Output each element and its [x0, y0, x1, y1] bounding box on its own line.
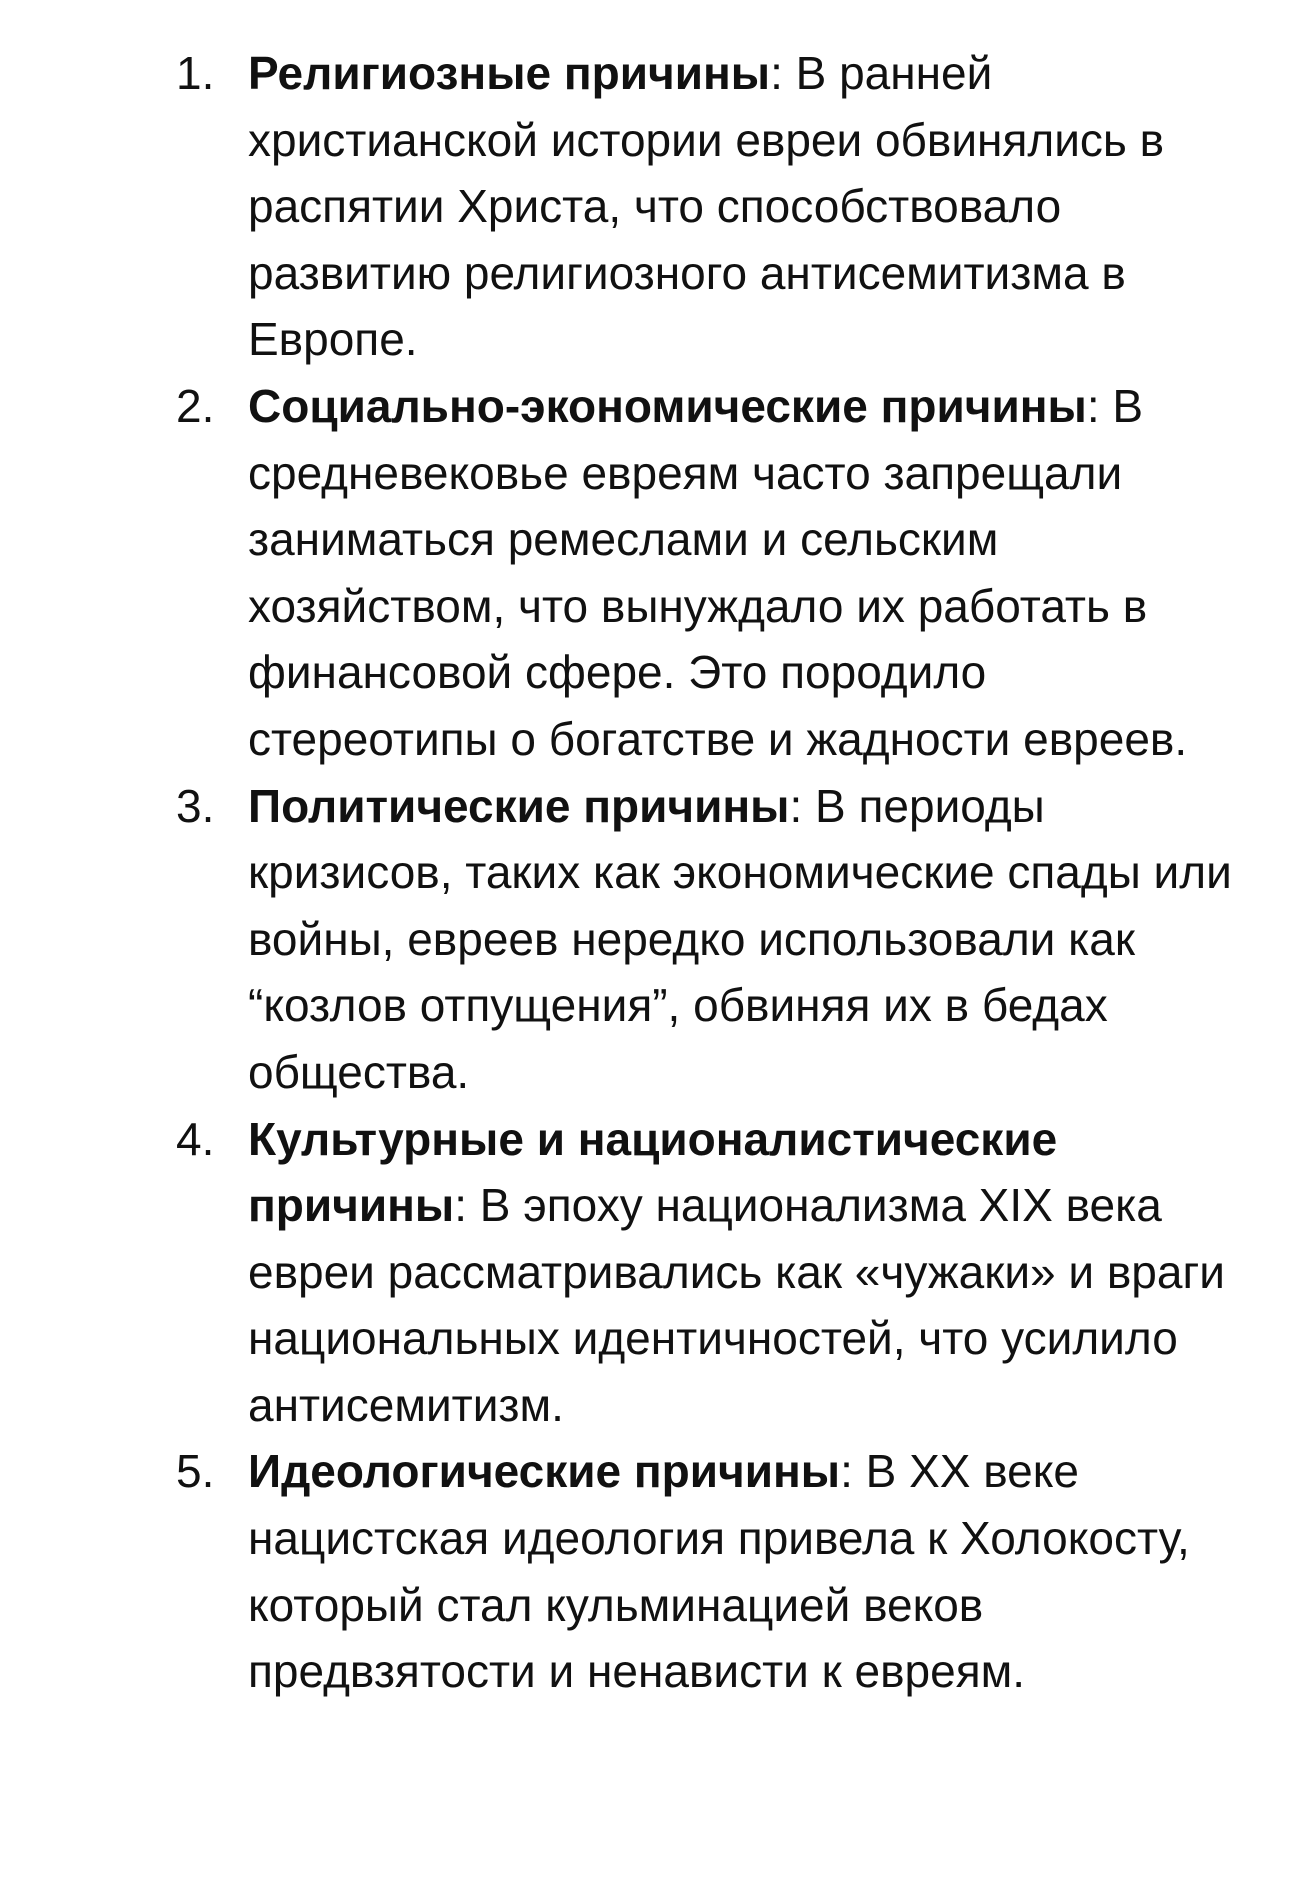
- list-item-title: Идеологические причины: [248, 1445, 841, 1498]
- list-item-number: 4.: [176, 1112, 215, 1165]
- list-item-title: Социально-экономические причины: [248, 379, 1087, 432]
- list-item-text: : В эпоху национализма XIX века евреи рассматривались как «чужаки» и враги национальных идентичностей, что усилило антисемитизм.: [248, 1179, 1225, 1431]
- reasons-list: [0, 40, 1290, 1705]
- list-item-number: 3.: [176, 779, 215, 832]
- document-body: [0, 40, 1290, 1705]
- list-item-title: Религиозные причины: [248, 47, 771, 99]
- list-item: [0, 1106, 1290, 1439]
- list-item: [0, 373, 1290, 773]
- list-item-text: : В средневековье евреям часто запрещали заниматься ремеслами и сельским хозяйством, что вынуждало их работать в финансовой сфере. Это породило стереотипы о богатстве и жадности евреев.: [248, 379, 1188, 765]
- list-item-number: 2.: [176, 379, 215, 432]
- list-item: [0, 40, 1290, 373]
- list-item-number: 5.: [176, 1445, 215, 1498]
- list-item: [0, 773, 1290, 1106]
- list-item-title: Политические причины: [248, 779, 790, 832]
- list-item-text: : В периоды кризисов, таких как экономические спады или войны, евреев нередко использовали как “козлов отпущения”, обвиняя их в бедах общества.: [248, 779, 1232, 1098]
- list-item-title: Культурные и националистические причины: [248, 1112, 1058, 1232]
- list-item-text: : В ранней христианской истории евреи обвинялись в распятии Христа, что способствовало развитию религиозного антисемитизма в Европе.: [248, 47, 1165, 366]
- list-item-text: : В XX веке нацистская идеология привела к Холокосту, который стал кульминацией веков предвзятости и ненависти к евреям.: [248, 1445, 1190, 1698]
- list-item: [0, 1438, 1290, 1704]
- list-item-number: 1.: [176, 47, 215, 99]
